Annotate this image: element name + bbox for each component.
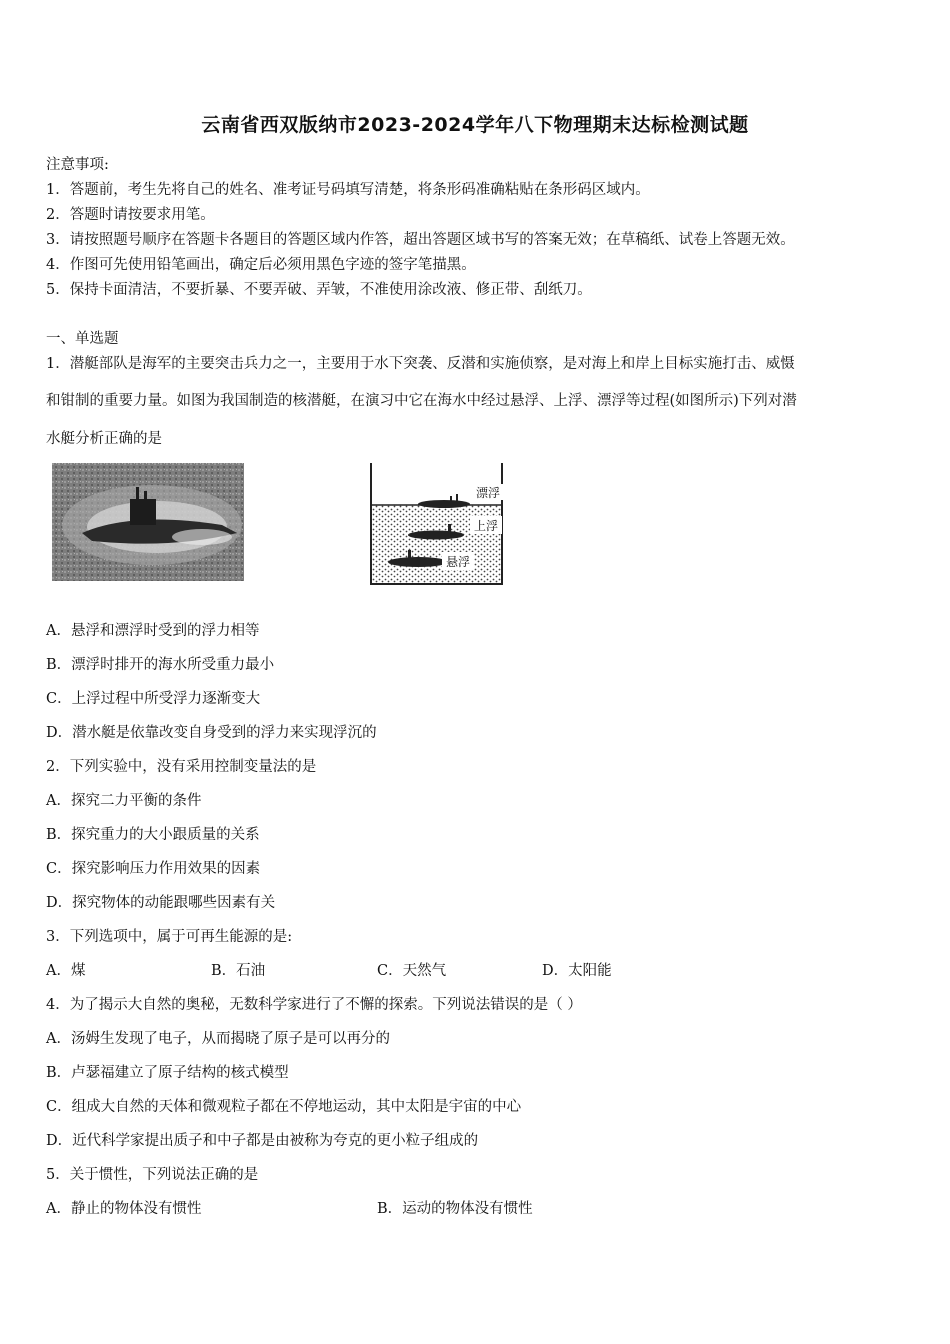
option: D．近代科学家提出质子和中子都是由被称为夸克的更小粒子组成的 (46, 1133, 479, 1149)
option: B．运动的物体没有惯性 (377, 1201, 533, 1217)
label-rising: 上浮 (473, 519, 499, 533)
option: B．探究重力的大小跟质量的关系 (46, 827, 260, 843)
submarine-states-diagram (360, 458, 510, 586)
page-title: 云南省西双版纳市2023-2024学年八下物理期末达标检测试题 (201, 114, 749, 136)
notice-heading: 注意事项: (46, 157, 109, 173)
option: C．上浮过程中所受浮力逐渐变大 (46, 691, 261, 707)
question-stem: 水艇分析正确的是 (46, 431, 162, 447)
question-stem: 3．下列选项中，属于可再生能源的是: (46, 929, 293, 945)
notice-item: 3．请按照题号顺序在答题卡各题目的答题区域内作答，超出答题区域书写的答案无效；在草稿纸、试卷上答题无效。 (46, 232, 795, 248)
option: C．组成大自然的天体和微观粒子都在不停地运动，其中太阳是宇宙的中心 (46, 1099, 522, 1115)
notice-item: 2．答题时请按要求用笔。 (46, 207, 215, 223)
option: B．石油 (211, 963, 266, 979)
notice-item: 5．保持卡面清洁，不要折暴、不要弄破、弄皱，不准使用涂改液、修正带、刮纸刀。 (46, 282, 592, 298)
option: A．汤姆生发现了电子，从而揭晓了原子是可以再分的 (46, 1031, 390, 1047)
label-suspended: 悬浮 (445, 555, 471, 569)
submarine-photo (52, 463, 244, 581)
option: C．天然气 (377, 963, 447, 979)
question-stem: 1．潜艇部队是海军的主要突击兵力之一，主要用于水下突袭、反潜和实施侦察，是对海上和岸上目标实施打击、威慑 (46, 356, 795, 372)
question-stem: 4．为了揭示大自然的奥秘，无数科学家进行了不懈的探索。下列说法错误的是（ ） (46, 997, 582, 1013)
notice-item: 4．作图可先使用铅笔画出，确定后必须用黑色字迹的签字笔描黑。 (46, 257, 476, 273)
section-heading: 一、单选题 (46, 331, 119, 347)
option: A．悬浮和漂浮时受到的浮力相等 (46, 623, 260, 639)
label-floating: 漂浮 (475, 486, 501, 500)
option: A．探究二力平衡的条件 (46, 793, 202, 809)
option: A．煤 (46, 963, 86, 979)
option: B．卢瑟福建立了原子结构的核式模型 (46, 1065, 289, 1081)
option: B．漂浮时排开的海水所受重力最小 (46, 657, 275, 673)
option: D．探究物体的动能跟哪些因素有关 (46, 895, 276, 911)
option: D．太阳能 (542, 963, 612, 979)
option: D．潜水艇是依靠改变自身受到的浮力来实现浮沉的 (46, 725, 377, 741)
question-stem: 2．下列实验中，没有采用控制变量法的是 (46, 759, 317, 775)
notice-item: 1．答题前，考生先将自己的姓名、准考证号码填写清楚，将条形码准确粘贴在条形码区域内。 (46, 182, 650, 198)
option: C．探究影响压力作用效果的因素 (46, 861, 261, 877)
option: A．静止的物体没有惯性 (46, 1201, 202, 1217)
question-stem: 和钳制的重要力量。如图为我国制造的核潜艇，在演习中它在海水中经过悬浮、上浮、漂浮等过程(如图所示)下列对潜 (46, 393, 797, 409)
question-stem: 5．关于惯性，下列说法正确的是 (46, 1167, 259, 1183)
